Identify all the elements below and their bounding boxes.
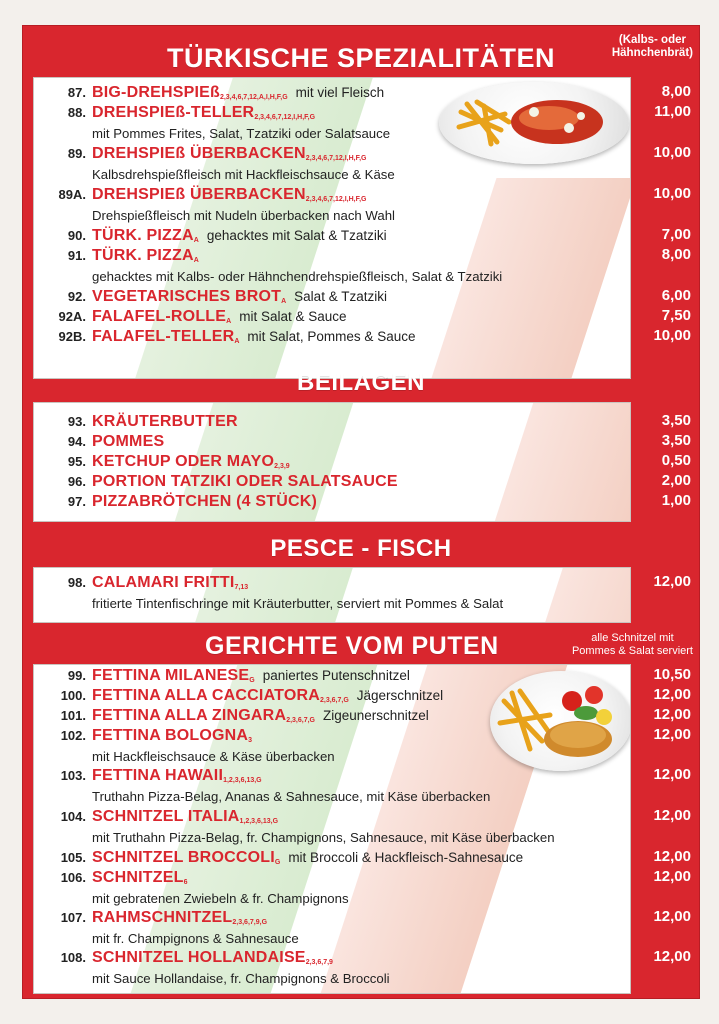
item-name: VEGETARISCHES BROT — [92, 288, 282, 305]
item-price: 7,00 — [661, 226, 691, 243]
item-price: 12,00 — [653, 807, 691, 824]
menu-item — [40, 849, 622, 867]
section-note-puten — [572, 632, 693, 658]
item-price: 7,50 — [661, 307, 691, 324]
item-name: FETTINA HAWAII — [92, 767, 224, 784]
prices-puten — [635, 664, 695, 994]
allergen-codes: A — [281, 298, 287, 305]
item-number: 105. — [60, 850, 86, 865]
item-name: FALAFEL-TELLER — [92, 328, 235, 345]
item-price: 12,00 — [653, 908, 691, 925]
item-details: mit Truthahn Pizza-Belag, fr. Champignons, Sahnesauce, mit Käse überbacken — [92, 830, 555, 845]
item-price: 8,00 — [661, 246, 691, 263]
menu-item — [40, 84, 622, 102]
item-name: SCHNITZEL — [92, 869, 184, 886]
item-number: 108. — [60, 950, 86, 965]
menu-item — [40, 707, 622, 725]
item-price: 12,00 — [653, 948, 691, 965]
item-price: 12,00 — [653, 766, 691, 783]
allergen-codes: 2,3,6,7,G — [286, 717, 315, 724]
menu-item — [40, 574, 622, 592]
item-number: 104. — [60, 809, 86, 824]
item-number: 91. — [67, 248, 86, 263]
item-name: FETTINA BOLOGNA — [92, 727, 249, 744]
note-line: Hähnchenbrät) — [611, 47, 693, 59]
allergen-codes: 2,3,4,6,7,12,A,I,H,F,G — [219, 94, 288, 101]
item-number: 102. — [60, 728, 86, 743]
panel-fisch — [33, 567, 631, 623]
item-name: TÜRK. PIZZA — [92, 227, 194, 244]
prices-beilagen — [635, 402, 695, 522]
item-number: 87. — [67, 85, 86, 100]
menu-item — [40, 433, 622, 451]
note-line: alle Schnitzel mit — [591, 632, 674, 644]
item-name: POMMES — [92, 433, 165, 450]
item-number: 99. — [67, 668, 86, 683]
item-details: mit Sauce Hollandaise, fr. Champignons & Broccoli — [92, 971, 390, 986]
section-title-fisch: PESCE - FISCH — [270, 535, 452, 562]
menu-sheet — [22, 25, 700, 999]
item-name: PIZZABRÖTCHEN (4 STÜCK) — [92, 493, 318, 510]
item-name: DREHSPIEß ÜBERBACKEN — [92, 145, 306, 162]
menu-item — [40, 413, 622, 431]
item-details: Truthahn Pizza-Belag, Ananas & Sahnesauce, mit Käse überbacken — [92, 789, 491, 804]
item-name: PORTION TATZIKI ODER SALATSAUCE — [92, 473, 398, 490]
item-price: 12,00 — [653, 706, 691, 723]
item-name: SCHNITZEL ITALIA — [92, 808, 240, 825]
item-price: 0,50 — [661, 452, 691, 469]
item-number: 106. — [60, 870, 86, 885]
item-price: 3,50 — [661, 412, 691, 429]
menu-item — [40, 308, 622, 326]
item-details: gehacktes mit Kalbs- oder Hähnchendrehspießfleisch, Salat & Tzatziki — [92, 269, 503, 284]
item-number: 97. — [67, 494, 86, 509]
item-name: SCHNITZEL BROCCOLI — [92, 849, 275, 866]
allergen-codes: A — [193, 237, 199, 244]
item-number: 92. — [67, 289, 86, 304]
item-name: KRÄUTERBUTTER — [92, 413, 238, 430]
note-line: Pommes & Salat serviert — [571, 645, 693, 657]
item-details: mit Hackfleischsauce & Käse überbacken — [92, 749, 335, 764]
item-number: 89A. — [58, 187, 86, 202]
allergen-codes: 7,13 — [234, 584, 249, 591]
prices-tuerkische — [635, 77, 695, 379]
allergen-codes: 3 — [248, 737, 253, 744]
menu-item — [40, 453, 622, 471]
item-number: 100. — [60, 688, 86, 703]
item-number: 92A. — [58, 309, 86, 324]
item-price: 2,00 — [661, 472, 691, 489]
item-price: 10,00 — [653, 144, 691, 161]
item-name: FALAFEL-ROLLE — [92, 308, 227, 325]
item-name: TÜRK. PIZZA — [92, 247, 194, 264]
allergen-codes: 2,3,6,7,9,G — [232, 919, 268, 926]
item-description: gehacktes mit Salat & Tzatziki — [206, 228, 387, 243]
allergen-codes: 2,3,6,7,9 — [305, 959, 333, 966]
item-description: mit Salat & Sauce — [239, 309, 347, 324]
menu-item — [40, 767, 622, 785]
item-details: Drehspießfleisch mit Nudeln überbacken nach Wahl — [92, 208, 395, 223]
item-price: 10,00 — [653, 185, 691, 202]
allergen-codes: 1,2,3,6,13,G — [223, 777, 262, 784]
item-number: 88. — [67, 105, 86, 120]
allergen-codes: A — [193, 257, 199, 264]
item-name: KETCHUP ODER MAYO — [92, 453, 275, 470]
menu-item — [40, 869, 622, 887]
section-title-puten: GERICHTE VOM PUTEN — [205, 631, 499, 660]
item-number: 90. — [67, 228, 86, 243]
menu-item — [40, 473, 622, 491]
menu-item — [40, 493, 622, 511]
menu-item — [40, 186, 622, 204]
item-details: mit Pommes Frites, Salat, Tzatziki oder Salatsauce — [92, 126, 391, 141]
item-price: 1,00 — [661, 492, 691, 509]
section-note-tuerkische — [612, 34, 693, 60]
item-number: 89. — [67, 146, 86, 161]
item-description: Jägerschnitzel — [356, 688, 444, 703]
item-number: 95. — [67, 454, 86, 469]
allergen-codes: A — [226, 318, 232, 325]
allergen-codes: 2,3,6,7,G — [319, 697, 349, 704]
item-price: 8,00 — [661, 83, 691, 100]
item-description: Salat & Tzatziki — [294, 289, 387, 304]
item-name: DREHSPIEß-TELLER — [92, 104, 255, 121]
item-description: mit Broccoli & Hackfleisch-Sahnesauce — [288, 850, 524, 865]
allergen-codes: 1,2,3,6,13,G — [239, 818, 279, 825]
menu-item — [40, 328, 622, 346]
item-price: 12,00 — [653, 573, 691, 590]
item-details: mit fr. Champignons & Sahnesauce — [92, 931, 299, 946]
menu-item — [40, 687, 622, 705]
menu-item — [40, 727, 622, 745]
item-details: fritierte Tintenfischringe mit Kräuterbutter, serviert mit Pommes & Salat — [92, 596, 504, 611]
menu-item — [40, 808, 622, 826]
item-description: paniertes Putenschnitzel — [262, 668, 410, 683]
item-name: FETTINA MILANESE — [92, 667, 250, 684]
item-number: 92B. — [58, 329, 86, 344]
allergen-codes: G — [249, 677, 255, 684]
item-details: Kalbsdrehspießfleisch mit Hackfleischsauce & Käse — [92, 167, 395, 182]
item-price: 6,00 — [661, 287, 691, 304]
item-name: RAHMSCHNITZEL — [92, 909, 233, 926]
item-number: 98. — [67, 575, 86, 590]
section-title-tuerkische: TÜRKISCHE SPEZIALITÄTEN — [166, 42, 555, 73]
menu-item — [40, 667, 622, 685]
item-name: CALAMARI FRITTI — [92, 574, 235, 591]
menu-item — [40, 104, 622, 122]
allergen-codes: 2,3,4,6,7,12,I,H,F,G — [305, 196, 367, 203]
item-description: Zigeunerschnitzel — [323, 708, 429, 723]
item-name: BIG-DREHSPIEß — [92, 84, 220, 101]
item-number: 96. — [67, 474, 86, 489]
item-price: 12,00 — [653, 868, 691, 885]
note-line: (Kalbs- oder — [618, 34, 686, 46]
item-price: 12,00 — [653, 726, 691, 743]
item-price: 12,00 — [653, 848, 691, 865]
menu-item — [40, 247, 622, 265]
panel-puten — [33, 664, 631, 994]
item-description: mit Salat, Pommes & Sauce — [247, 329, 416, 344]
prices-fisch — [635, 567, 695, 623]
menu-item — [40, 909, 622, 927]
item-details: mit gebratenen Zwiebeln & fr. Champignons — [92, 891, 349, 906]
item-number: 107. — [60, 910, 86, 925]
allergen-codes: A — [234, 338, 240, 345]
item-price: 12,00 — [653, 686, 691, 703]
section-title-beilagen: BEILAGEN — [296, 369, 425, 396]
item-name: SCHNITZEL HOLLANDAISE — [92, 949, 306, 966]
item-price: 3,50 — [661, 432, 691, 449]
panel-tuerkische — [33, 77, 631, 379]
item-description: mit viel Fleisch — [295, 85, 385, 100]
item-number: 101. — [60, 708, 86, 723]
item-name: FETTINA ALLA CACCIATORA — [92, 687, 320, 704]
menu-item — [40, 949, 622, 967]
menu-item — [40, 288, 622, 306]
item-price: 11,00 — [654, 103, 691, 120]
allergen-codes: G — [274, 859, 281, 866]
allergen-codes: 6 — [183, 879, 188, 886]
allergen-codes: 2,3,9 — [274, 463, 290, 470]
menu-item — [40, 145, 622, 163]
item-number: 93. — [67, 414, 86, 429]
allergen-codes: 2,3,4,6,7,12,I,H,F,G — [305, 155, 367, 162]
item-number: 103. — [60, 768, 86, 783]
panel-beilagen — [33, 402, 631, 522]
item-name: FETTINA ALLA ZINGARA — [92, 707, 287, 724]
allergen-codes: 2,3,4,6,7,12,I,H,F,G — [254, 114, 316, 121]
item-price: 10,00 — [653, 327, 691, 344]
item-name: DREHSPIEß ÜBERBACKEN — [92, 186, 306, 203]
menu-item — [40, 227, 622, 245]
item-price: 10,50 — [653, 666, 691, 683]
item-number: 94. — [67, 434, 86, 449]
